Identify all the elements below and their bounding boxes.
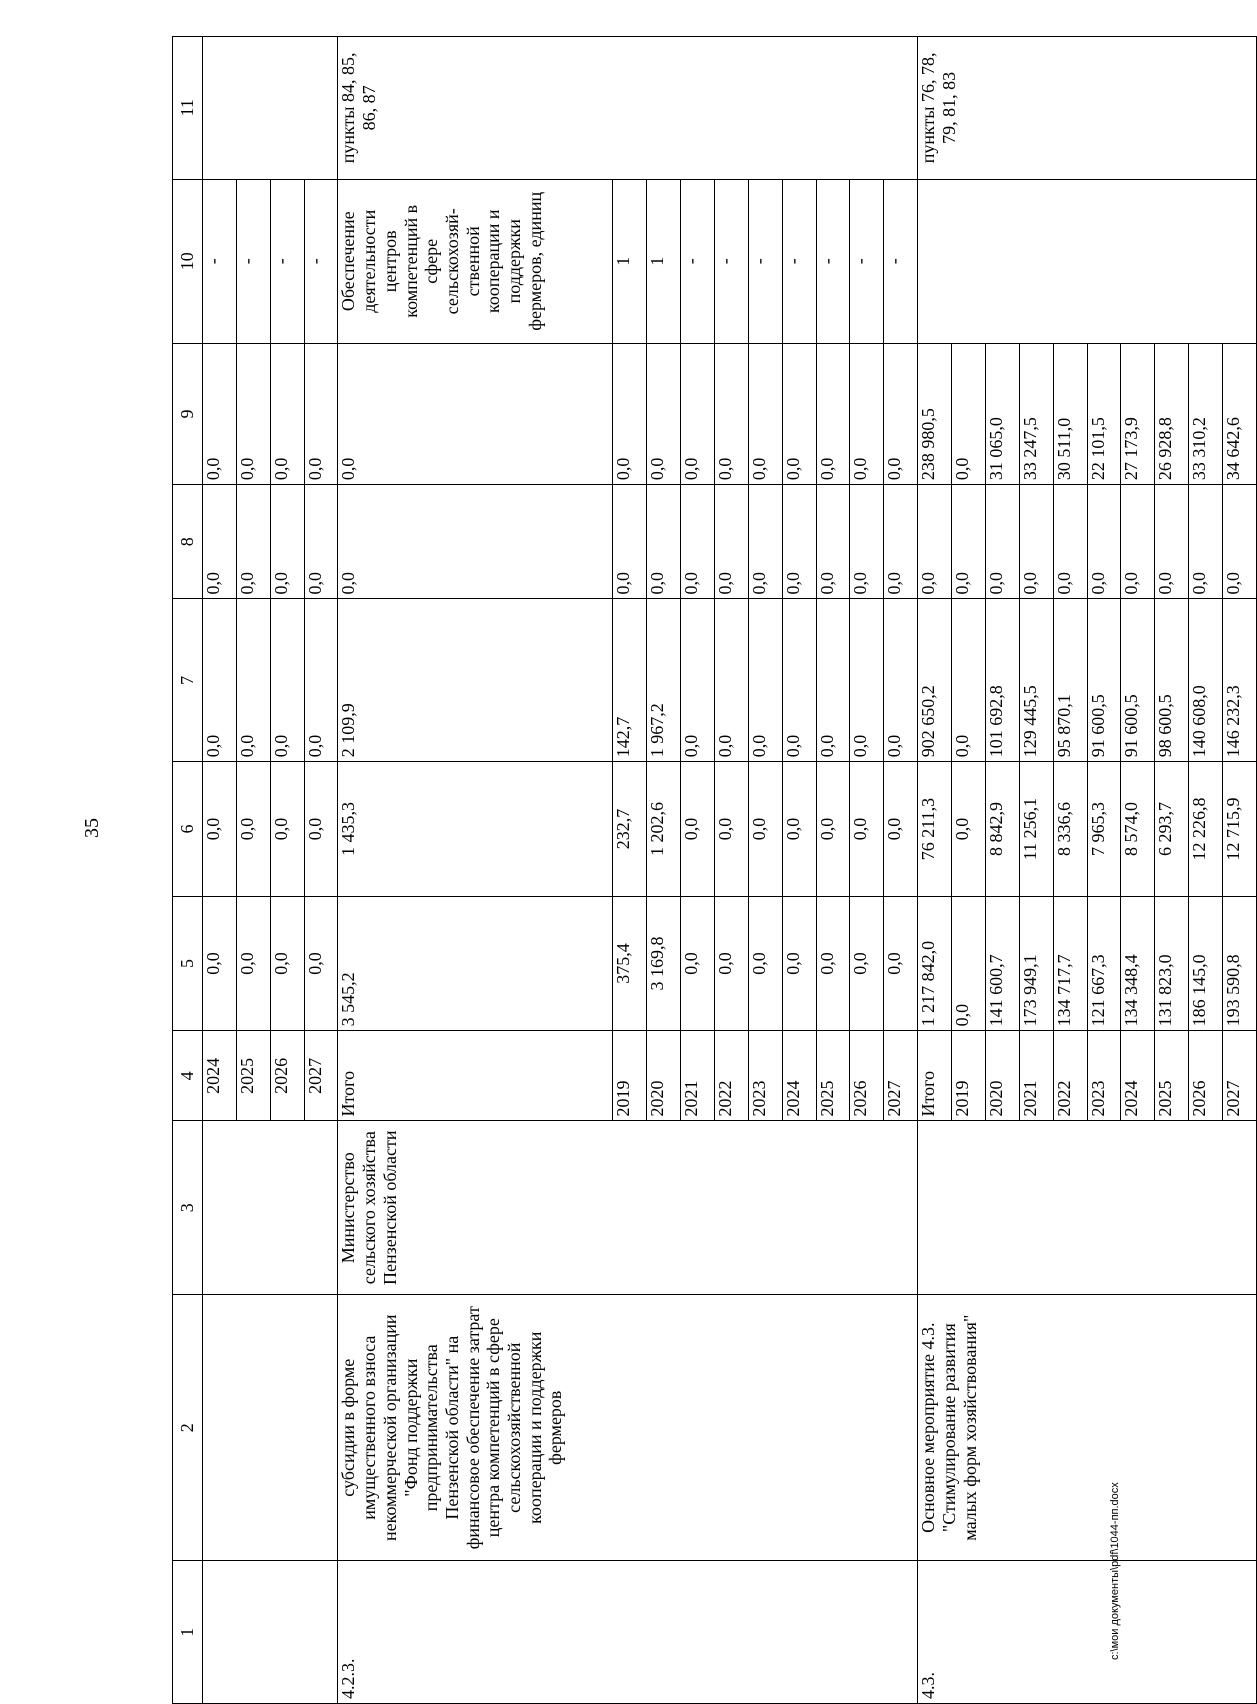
value-cell: 6 293,7 [1155,762,1189,897]
value-cell: 0,0 [952,762,986,897]
value-cell: 3 169,8 [647,896,681,1031]
value-cell: 0,0 [985,485,1019,599]
value-cell: 7 965,3 [1087,762,1121,897]
value-cell: 0,0 [748,343,782,484]
indicator-cell: - [782,179,816,343]
value-cell: 0,0 [816,762,850,897]
value-cell: 0,0 [1053,485,1087,599]
value-cell: 0,0 [613,343,647,484]
value-cell: 0,0 [816,599,850,762]
year-cell: 2025 [816,1031,850,1121]
value-cell: 1 202,6 [647,762,681,897]
value-cell: 0,0 [202,896,236,1031]
cell-empty [202,1121,338,1295]
value-cell: 0,0 [202,343,236,484]
indicator-cell: - [714,179,748,343]
value-cell: 0,0 [681,343,715,484]
table-row [202,37,236,1704]
value-cell: 98 600,5 [1155,599,1189,762]
col-header: 5 [173,896,203,1031]
item-number: 4.2.3. [338,1561,918,1704]
value-cell: 0,0 [270,896,304,1031]
value-cell: 0,0 [647,343,681,484]
value-cell: 1 967,2 [647,599,681,762]
col-header: 3 [173,1121,203,1295]
year-cell: 2022 [714,1031,748,1121]
value-cell: 0,0 [952,485,986,599]
value-cell: 0,0 [714,599,748,762]
links-cell: пункты 84, 85, 86, 87 [338,37,918,180]
value-cell: 0,0 [304,343,338,484]
table-row [918,37,952,1704]
year-cell: 2024 [1121,1031,1155,1121]
value-cell: 0,0 [202,762,236,897]
value-cell: 232,7 [613,762,647,897]
value-cell: 30 511,0 [1053,343,1087,484]
value-cell: 0,0 [304,896,338,1031]
value-cell: 91 600,5 [1087,599,1121,762]
value-cell: 12 715,9 [1223,762,1257,897]
value-cell: 95 870,1 [1053,599,1087,762]
value-cell: 0,0 [816,485,850,599]
value-cell: 0,0 [884,343,918,484]
year-cell: Итого [338,1031,613,1121]
col-header: 2 [173,1295,203,1561]
rotated-table-container [172,36,1257,1704]
col-header: 8 [173,485,203,599]
value-cell: 0,0 [202,599,236,762]
value-cell: 0,0 [338,485,613,599]
value-cell: 12 226,8 [1189,762,1223,897]
value-cell: 0,0 [647,485,681,599]
item-number: 4.3. [918,1561,1257,1704]
value-cell: 0,0 [884,599,918,762]
value-cell: 0,0 [270,485,304,599]
value-cell: 0,0 [748,762,782,897]
value-cell: 0,0 [202,485,236,599]
col-header: 9 [173,343,203,484]
value-cell: 129 445,5 [1019,599,1053,762]
value-cell: 0,0 [1087,485,1121,599]
indicator-cell: 1 [647,179,681,343]
indicator-cell: - [304,179,338,343]
value-cell: 1 217 842,0 [918,896,952,1031]
year-cell: 2023 [1087,1031,1121,1121]
value-cell: 146 232,3 [1223,599,1257,762]
value-cell: 0,0 [782,896,816,1031]
value-cell: 0,0 [270,343,304,484]
year-cell: 2021 [681,1031,715,1121]
indicator-cell: - [202,179,236,343]
value-cell: 375,4 [613,896,647,1031]
value-cell: 0,0 [1223,485,1257,599]
value-cell: 0,0 [918,485,952,599]
value-cell: 0,0 [714,485,748,599]
value-cell: 0,0 [304,762,338,897]
value-cell: 0,0 [270,762,304,897]
col-header: 6 [173,762,203,897]
value-cell: 91 600,5 [1121,599,1155,762]
value-cell: 22 101,5 [1087,343,1121,484]
value-cell: 902 650,2 [918,599,952,762]
col-header: 1 [173,1561,203,1704]
page-number: 35 [81,818,103,838]
value-cell: 0,0 [748,485,782,599]
value-cell: 0,0 [304,485,338,599]
cell-empty [202,1561,338,1704]
value-cell: 238 980,5 [918,343,952,484]
indicator-cell: - [748,179,782,343]
col-header: 4 [173,1031,203,1121]
indicator-cell: - [681,179,715,343]
col-header: 7 [173,599,203,762]
year-cell: 2027 [1223,1031,1257,1121]
value-cell: 0,0 [681,485,715,599]
value-cell: 0,0 [681,762,715,897]
indicator-cell: - [850,179,884,343]
value-cell: 34 642,6 [1223,343,1257,484]
indicator-cell [918,179,1257,343]
value-cell: 76 211,3 [918,762,952,897]
value-cell: 8 574,0 [1121,762,1155,897]
value-cell: 140 608,0 [1189,599,1223,762]
value-cell: 0,0 [850,599,884,762]
value-cell: 0,0 [782,343,816,484]
value-cell: 27 173,9 [1121,343,1155,484]
value-cell: 0,0 [850,343,884,484]
value-cell: 0,0 [782,485,816,599]
value-cell: 0,0 [236,896,270,1031]
year-cell: 2024 [202,1031,236,1121]
year-cell: 2019 [952,1031,986,1121]
value-cell: 186 145,0 [1189,896,1223,1031]
value-cell: 0,0 [884,762,918,897]
year-cell: 2025 [236,1031,270,1121]
year-cell: 2027 [304,1031,338,1121]
value-cell: 0,0 [613,485,647,599]
year-cell: 2020 [985,1031,1019,1121]
item-name: Основное мероприятие 4.3. "Стимулирование развития малых форм хозяйствования" [918,1295,1257,1561]
value-cell: 0,0 [850,896,884,1031]
value-cell: 0,0 [850,762,884,897]
indicator-cell: 1 [613,179,647,343]
year-cell: 2021 [1019,1031,1053,1121]
value-cell: 0,0 [236,599,270,762]
value-cell: 0,0 [748,599,782,762]
executor: Министерство сельского хозяйства Пензенской области [338,1121,918,1295]
indicator-cell: - [816,179,850,343]
value-cell: 0,0 [816,343,850,484]
value-cell: 0,0 [714,762,748,897]
value-cell: 0,0 [816,896,850,1031]
value-cell: 0,0 [782,762,816,897]
value-cell: 8 842,9 [985,762,1019,897]
value-cell: 3 545,2 [338,896,613,1031]
value-cell: 0,0 [681,599,715,762]
value-cell: 33 247,5 [1019,343,1053,484]
indicator-cell: - [884,179,918,343]
value-cell: 134 717,7 [1053,896,1087,1031]
value-cell: 0,0 [270,599,304,762]
value-cell: 0,0 [236,485,270,599]
value-cell: 0,0 [884,485,918,599]
year-cell: 2026 [1189,1031,1223,1121]
year-cell: 2019 [613,1031,647,1121]
indicator-cell: - [270,179,304,343]
year-cell: 2024 [782,1031,816,1121]
value-cell: 131 823,0 [1155,896,1189,1031]
year-cell: 2020 [647,1031,681,1121]
col-header: 11 [173,37,203,180]
value-cell: 173 949,1 [1019,896,1053,1031]
year-cell: Итого [918,1031,952,1121]
value-cell: 0,0 [952,599,986,762]
value-cell: 0,0 [1155,485,1189,599]
value-cell: 1 435,3 [338,762,613,897]
value-cell: 2 109,9 [338,599,613,762]
indicator-cell: - [236,179,270,343]
cell-empty [202,37,338,180]
value-cell: 141 600,7 [985,896,1019,1031]
value-cell: 26 928,8 [1155,343,1189,484]
links-cell: пункты 76, 78, 79, 81, 83 [918,37,1257,180]
value-cell: 0,0 [236,762,270,897]
indicator-cell: Обеспечение деятельности центров компетенций в сфере сельскохозяй-ственной кооперации и поддержки фермеров, единиц [338,179,613,343]
year-cell: 2025 [1155,1031,1189,1121]
year-cell: 2027 [884,1031,918,1121]
cell-empty [918,1121,1257,1295]
value-cell: 121 667,3 [1087,896,1121,1031]
value-cell: 31 065,0 [985,343,1019,484]
year-cell: 2026 [270,1031,304,1121]
col-header: 10 [173,179,203,343]
year-cell: 2022 [1053,1031,1087,1121]
value-cell: 0,0 [782,599,816,762]
footer-file-path: c:\мои документы\pdf\1044-пп.docx [1109,1482,1121,1660]
value-cell: 134 348,4 [1121,896,1155,1031]
value-cell: 0,0 [338,343,613,484]
value-cell: 0,0 [304,599,338,762]
value-cell: 0,0 [952,896,986,1031]
value-cell: 0,0 [681,896,715,1031]
value-cell: 193 590,8 [1223,896,1257,1031]
value-cell: 0,0 [850,485,884,599]
value-cell: 0,0 [714,896,748,1031]
value-cell: 33 310,2 [1189,343,1223,484]
value-cell: 0,0 [714,343,748,484]
value-cell: 101 692,8 [985,599,1019,762]
year-cell: 2023 [748,1031,782,1121]
cell-empty [202,1295,338,1561]
header-row [173,37,203,1704]
value-cell: 0,0 [236,343,270,484]
value-cell: 8 336,6 [1053,762,1087,897]
value-cell: 0,0 [1019,485,1053,599]
table-row [338,37,613,1704]
value-cell: 11 256,1 [1019,762,1053,897]
value-cell: 0,0 [748,896,782,1031]
value-cell: 142,7 [613,599,647,762]
value-cell: 0,0 [1121,485,1155,599]
program-table [172,36,1257,1704]
year-cell: 2026 [850,1031,884,1121]
value-cell: 0,0 [1189,485,1223,599]
value-cell: 0,0 [884,896,918,1031]
item-name: субсидии в форме имущественного взноса некоммерческой организации "Фонд поддержки предпринимательства Пензенской области" на финансовое обеспечение затрат центра компетенций в сфере сельскохозяйственной кооперации и поддержки фермеров [338,1295,918,1561]
value-cell: 0,0 [952,343,986,484]
